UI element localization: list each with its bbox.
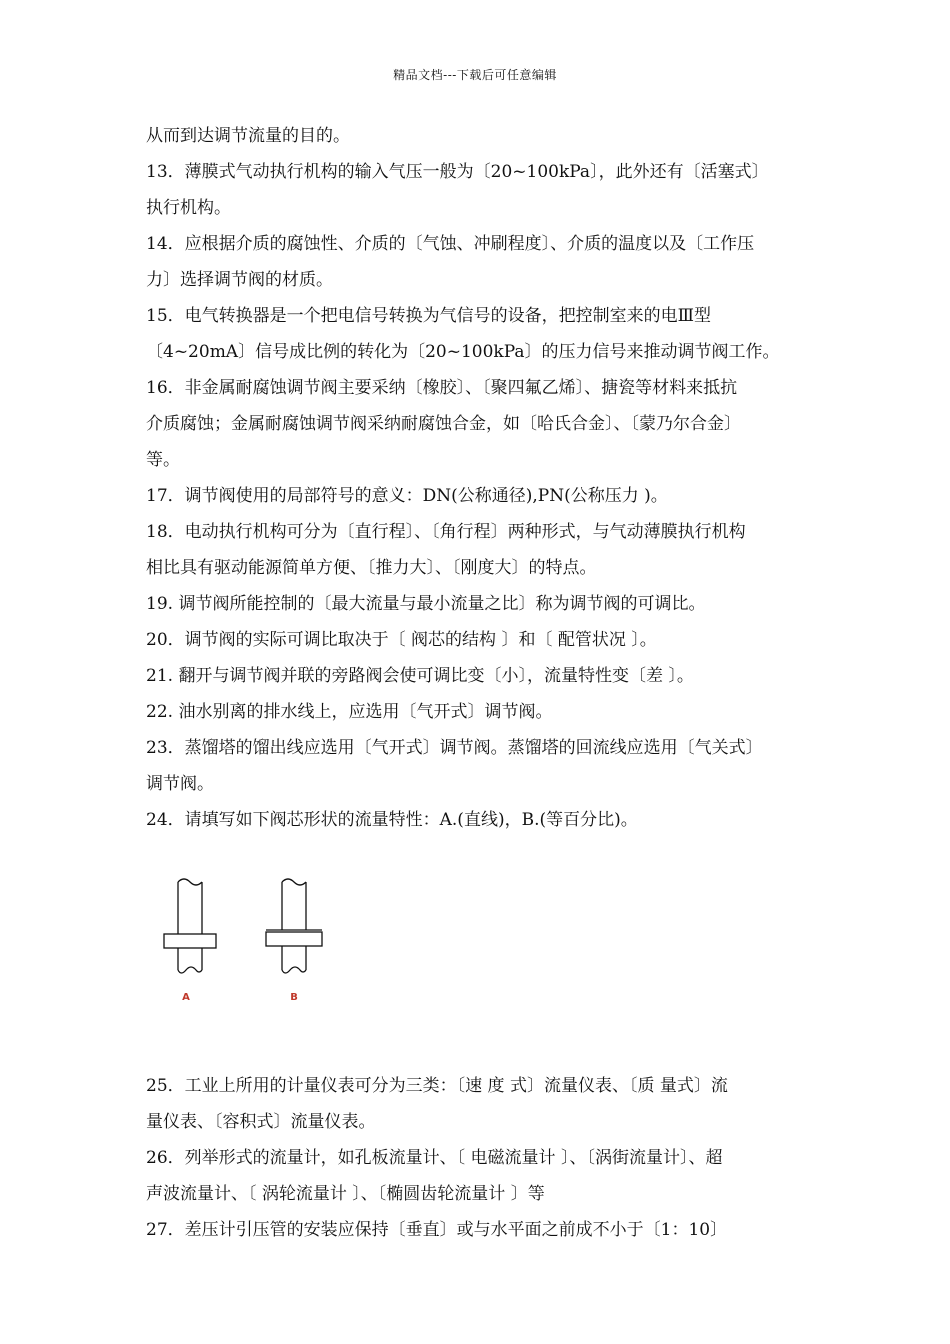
text-line: 力〕选择调节阀的材质。 xyxy=(146,270,333,290)
text-line: 26．列举形式的流量计，如孔板流量计、〔 电磁流量计 〕、〔涡街流量计〕、超 xyxy=(146,1148,723,1168)
text-line: 20．调节阀的实际可调比取决于〔 阀芯的结构 〕和〔 配管状况 〕。 xyxy=(146,630,657,650)
text-line: 24．请填写如下阀芯形状的流量特性：A.(直线)，B.(等百分比)。 xyxy=(146,810,638,830)
figure-label-b: B xyxy=(290,992,298,1003)
text-line: 13．薄膜式气动执行机构的输入气压一般为〔20~100kPa〕，此外还有〔活塞式〕 xyxy=(146,162,769,182)
text-line: 调节阀。 xyxy=(146,774,214,794)
valve-plug-figure xyxy=(146,866,346,1016)
text-line: 23．蒸馏塔的馏出线应选用〔气开式〕调节阀。蒸馏塔的回流线应选用〔气关式〕 xyxy=(146,738,763,758)
text-line: 相比具有驱动能源简单方便、〔推力大〕、〔刚度大〕的特点。 xyxy=(146,558,597,578)
text-line: 〔4~20mA〕信号成比例的转化为〔20~100kPa〕的压力信号来推动调节阀工作。 xyxy=(146,342,780,362)
text-line: 15．电气转换器是一个把电信号转换为气信号的设备，把控制室来的电Ⅲ型 xyxy=(146,306,712,326)
page-header: 精品文档---下载后可任意编辑 xyxy=(393,68,557,82)
text-line: 等。 xyxy=(146,450,180,470)
text-line: 从而到达调节流量的目的。 xyxy=(146,126,350,146)
text-line: 执行机构。 xyxy=(146,198,231,218)
text-line: 17．调节阀使用的局部符号的意义：DN(公称通径),PN(公称压力 )。 xyxy=(146,486,668,506)
valve-plug-a-diagram xyxy=(164,879,216,973)
figure-label-a: A xyxy=(182,992,190,1003)
text-line: 21. 翻开与调节阀并联的旁路阀会使可调比变〔小〕，流量特性变〔差 〕。 xyxy=(146,666,694,686)
text-line: 19. 调节阀所能控制的〔最大流量与最小流量之比〕称为调节阀的可调比。 xyxy=(146,594,706,614)
text-line: 16．非金属耐腐蚀调节阀主要采纳〔橡胶〕、〔聚四氟乙烯〕、搪瓷等材料来抵抗 xyxy=(146,378,738,398)
text-line: 22. 油水别离的排水线上，应选用〔气开式〕调节阀。 xyxy=(146,702,553,722)
document-body xyxy=(146,118,846,1248)
text-line: 25．工业上所用的计量仪表可分为三类：〔速 度 式〕流量仪表、〔质 量式〕流 xyxy=(146,1076,728,1096)
text-line: 27．差压计引压管的安装应保持〔垂直〕或与水平面之前成不小于〔1：10〕 xyxy=(146,1220,728,1240)
text-line: 18．电动执行机构可分为〔直行程〕、〔角行程〕两种形式，与气动薄膜执行机构 xyxy=(146,522,746,542)
text-line: 14．应根据介质的腐蚀性、介质的〔气蚀、冲刷程度〕、介质的温度以及〔工作压 xyxy=(146,234,755,254)
text-line: 声波流量计、〔 涡轮流量计 〕、〔椭圆齿轮流量计 〕等 xyxy=(146,1184,545,1204)
text-line: 介质腐蚀；金属耐腐蚀调节阀采纳耐腐蚀合金，如〔哈氏合金〕、〔蒙乃尔合金〕 xyxy=(146,414,741,434)
valve-plug-b-diagram xyxy=(266,879,322,973)
text-line: 量仪表、〔容积式〕流量仪表。 xyxy=(146,1112,376,1132)
